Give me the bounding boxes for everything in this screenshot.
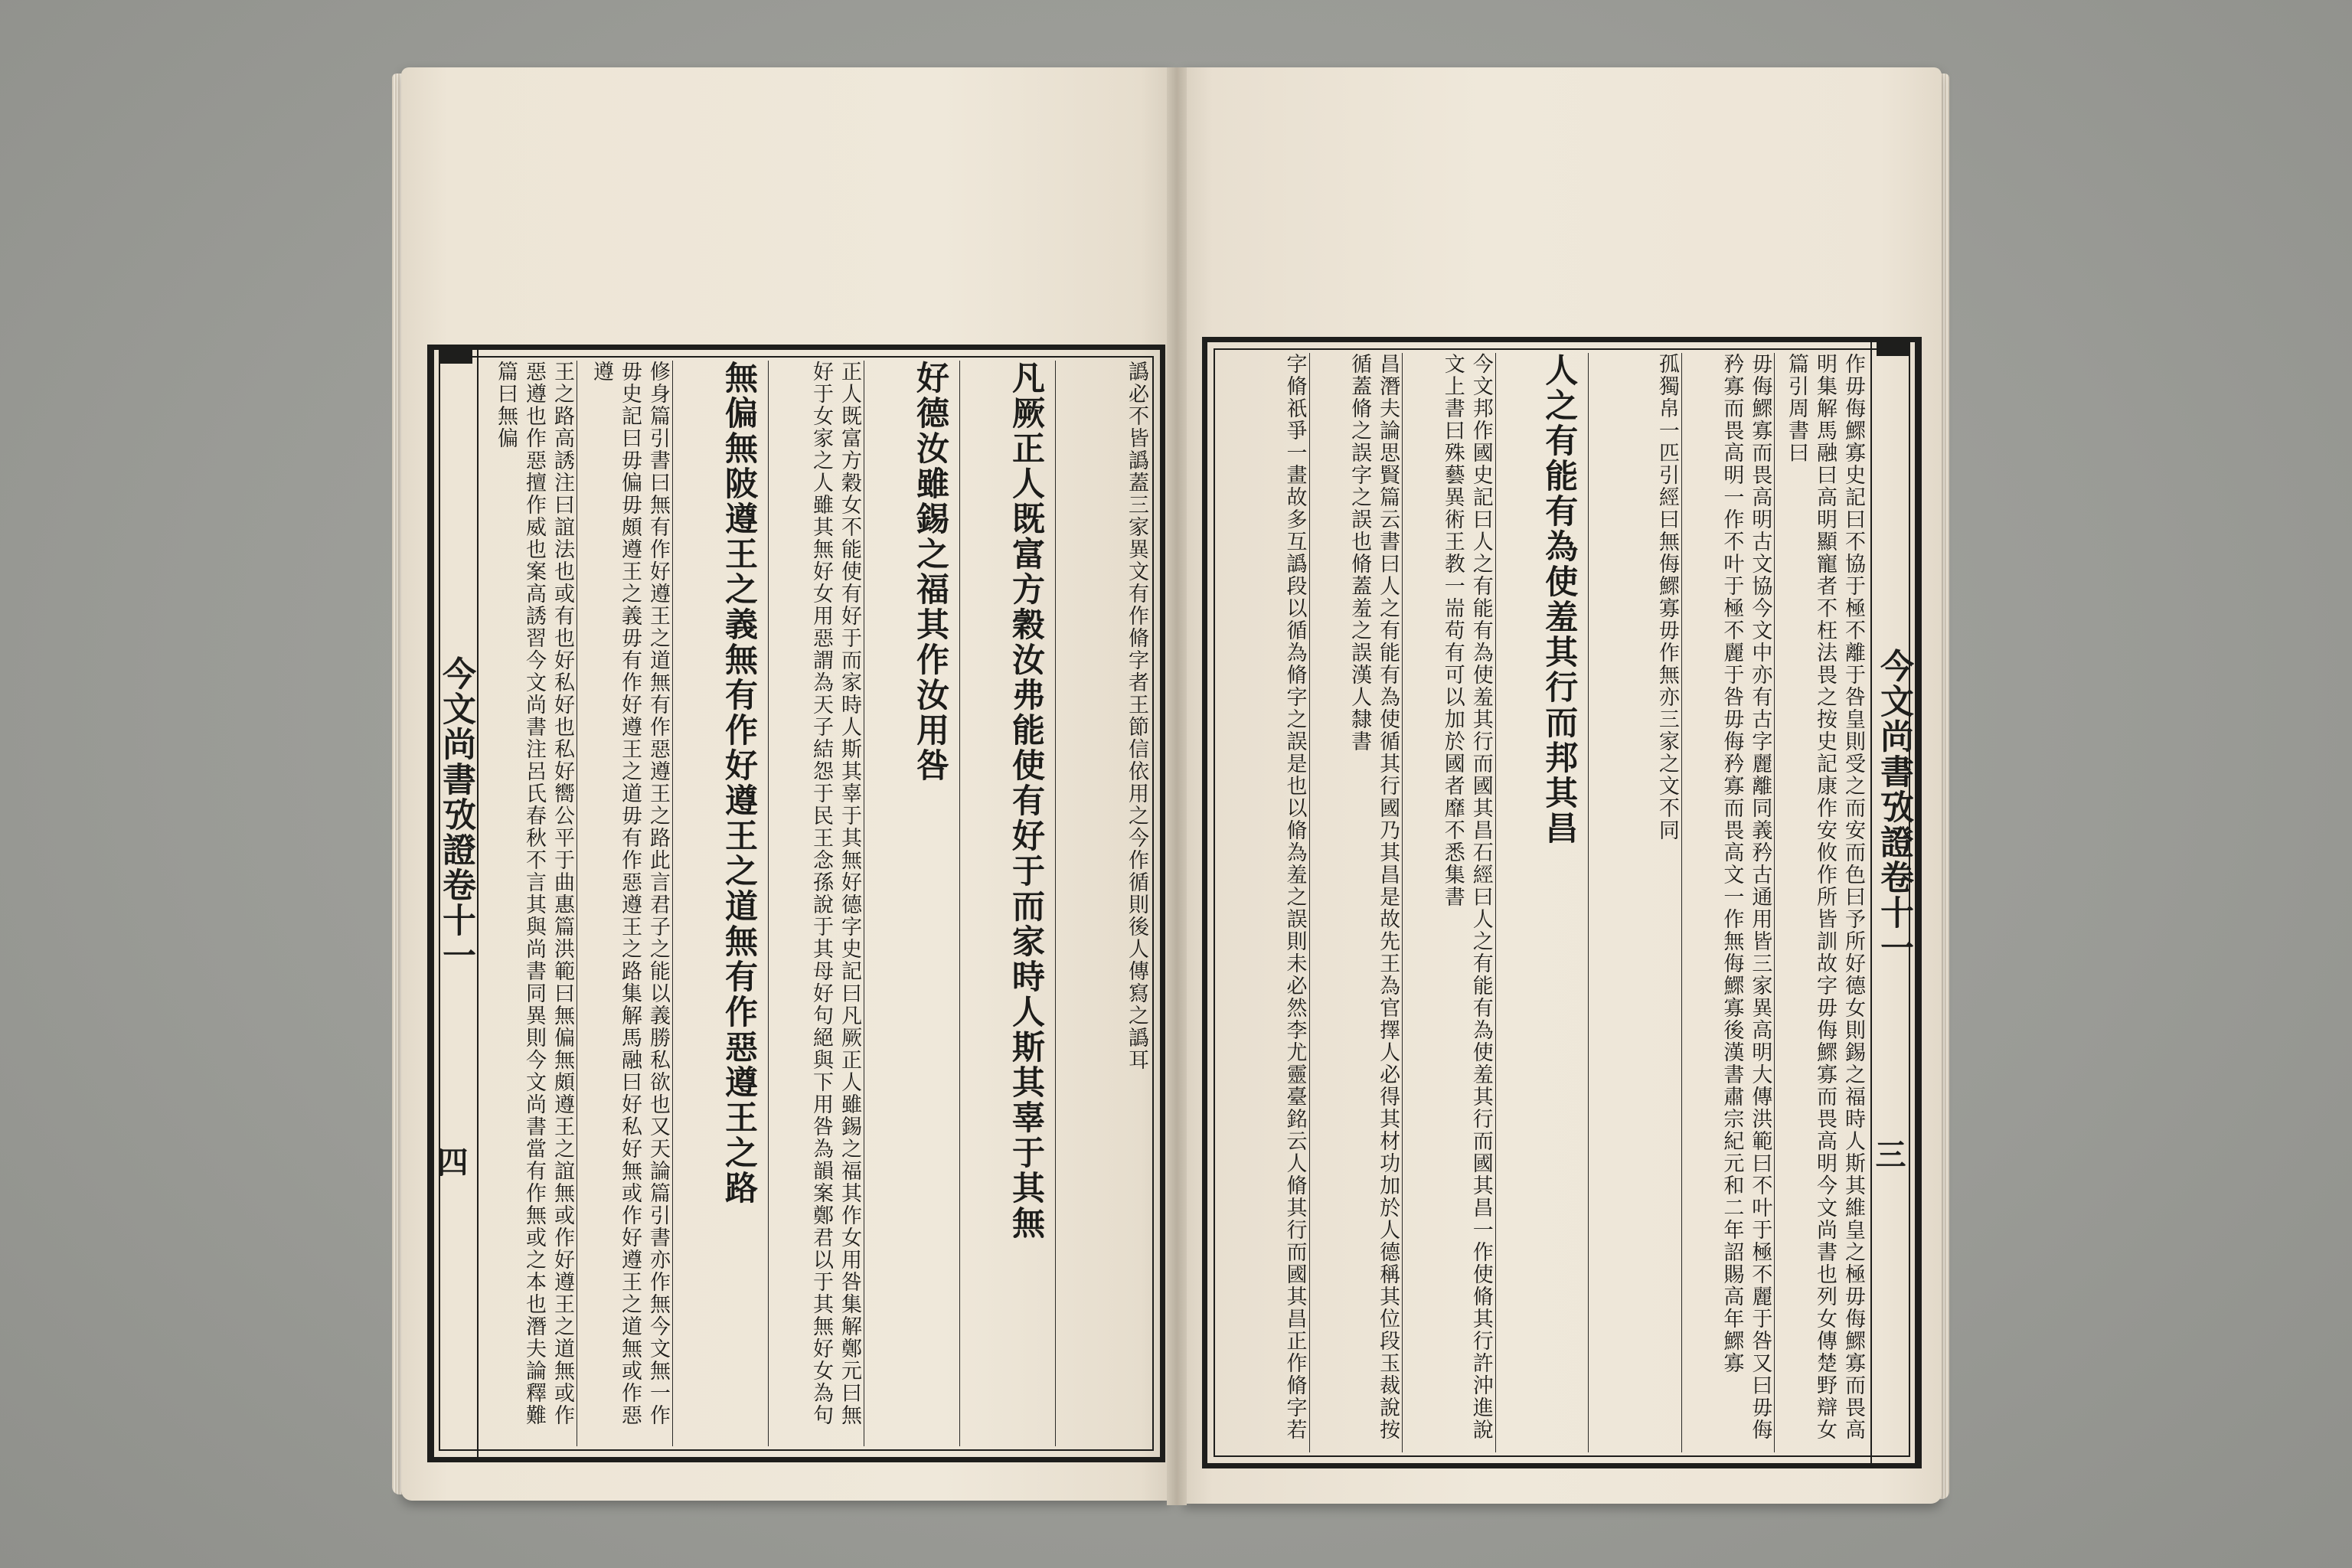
text-column: 字脩祇爭一畫故多互譌段以循為脩字之誤是也以脩為羞之誤則未必然李尤靈臺銘云人脩其行而國其昌正作脩字若 bbox=[1282, 353, 1307, 1441]
right-page bbox=[1182, 67, 1942, 1504]
book-gutter bbox=[1167, 67, 1187, 1505]
text-column: 譌必不皆譌蓋三家異文有作脩字者王節信依用之今作循則後人傳寫之譌耳 bbox=[1055, 361, 1151, 1446]
banxin-page-number: 三 bbox=[1870, 1138, 1906, 1169]
left-text-columns bbox=[482, 361, 1151, 1446]
left-page-frame bbox=[427, 345, 1165, 1462]
text-column: 昌潛夫論思賢篇云書曰人之有能有為使循其行國乃其昌是故先王為官擇人必得其材功加於人德稱其位段玉裁說按循蓋脩之誤字之誤也脩蓋羞之誤漢人隸書 bbox=[1309, 353, 1403, 1452]
right-page-frame bbox=[1202, 337, 1922, 1468]
text-column: 王之路高誘注曰誼法也或有也好私好也私好嚮公平于曲惠篇洪範曰無偏無頗遵王之誼無或作好遵王之道無或作惡遵也作惡擅作威也案高誘習今文尚書注呂氏春秋不言其與尚書同異則今文尚書當有作無或之本也潛夫論釋難篇曰無偏 bbox=[494, 361, 574, 1426]
right-banxin bbox=[1870, 342, 1916, 1463]
text-column: 作毋侮鰥寡史記曰不協于極不離于咎皇則受之而安而色曰予所好德女則錫之福時人斯其維皇之極毋侮鰥寡而畏高明集解馬融曰高明顯寵者不枉法畏之按史記康作安攸作所皆訓故字毋侮鰥寡而畏高明今文尚書也列女傳楚野辯女篇引周書曰 bbox=[1774, 353, 1867, 1452]
banxin-page-number: 四 bbox=[433, 1146, 469, 1177]
text-column: 好德汝雖錫之福其作汝用咎 bbox=[864, 361, 959, 1446]
text-column: 人之有能有為使羞其行而邦其昌 bbox=[1495, 353, 1589, 1452]
left-page bbox=[401, 67, 1171, 1501]
right-text-columns bbox=[1217, 353, 1867, 1452]
text-column: 毋侮鰥寡而畏高明古文協今文中亦有古字麗離同義矜古通用皆三家異高明大傳洪範曰不叶于極不麗于咎又曰毋侮矜寡而畏高明一作不叶于極不麗于咎毋侮矜寡而畏高文一作無侮鰥寡後漢書肅宗紀元和二年詔賜高年鰥寡 bbox=[1681, 353, 1775, 1452]
text-column: 正人既富方穀女不能使有好于而家時人斯其辜于其無好德字史記曰凡厥正人雖錫之福其作女用咎集解鄭元曰無好于女家之人雖其無好女用惡謂為天子結怨于民王念孫說于其母好句絕與下用咎為韻案鄭君以于其無好女為句 bbox=[768, 361, 864, 1446]
text-column: 凡厥正人既富方穀汝弗能使有好于而家時人斯其辜于其無 bbox=[959, 361, 1055, 1446]
text-column: 今文邦作國史記曰人之有能有為使羞其行而國其昌石經曰人之有能有為使羞其行而國其昌一作使脩其行許沖進說文上書曰殊藝異術王教一耑苟有可以加於國者靡不悉集書 bbox=[1402, 353, 1495, 1452]
text-column: 修身篇引書曰無有作好遵王之道無有作惡遵王之路此言君子之能以義勝私欲也又天論篇引書亦作無今文無一作毋史記曰毋偏毋頗遵王之義毋有作好遵王之道毋有作惡遵王之路集解馬融曰好私好無或作好遵王之道無或作惡遵 bbox=[577, 361, 672, 1446]
text-column: 無偏無陂遵王之義無有作好遵王之道無有作惡遵王之路 bbox=[672, 361, 768, 1446]
fish-tail-mark bbox=[1877, 342, 1910, 388]
text-column: 孤獨帛一匹引經曰無侮鰥寡毋作無亦三家之文不同 bbox=[1588, 353, 1681, 1452]
banxin-title: 今文尚書攷證卷十一 bbox=[436, 656, 475, 973]
fish-tail-mark bbox=[439, 350, 472, 396]
banxin-title: 今文尚書攷證卷十一 bbox=[1874, 648, 1913, 965]
left-banxin bbox=[433, 350, 479, 1457]
